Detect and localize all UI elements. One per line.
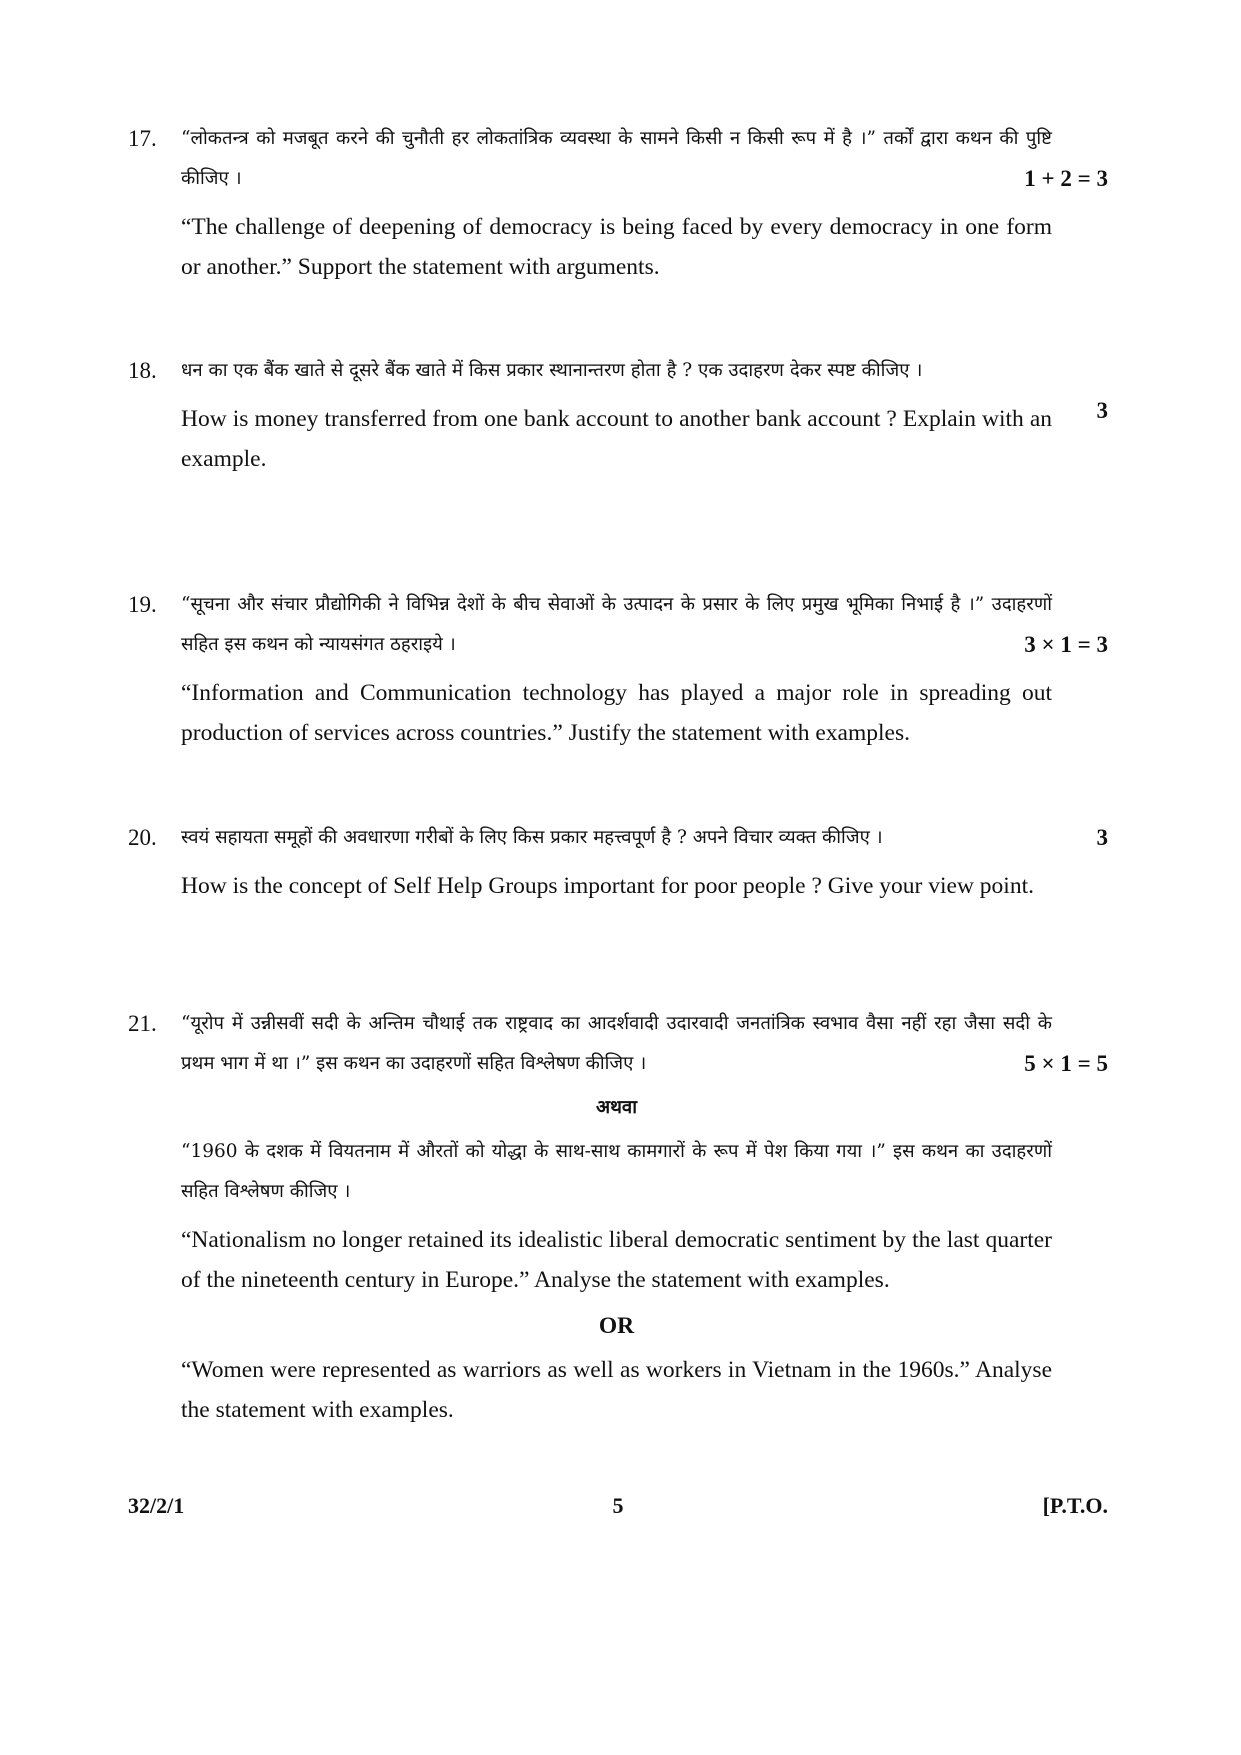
question-hindi-text: धन का एक बैंक खाते से दूसरे बैंक खाते में किस प्रकार स्थानान्तरण होता है ? एक उदाहरण देकर स्पष्ट कीजिए । [181, 360, 923, 381]
question-number: 17. [128, 126, 157, 151]
question-20 [128, 818, 1108, 906]
question-number: 19. [128, 592, 157, 617]
paper-code: 32/2/1 [128, 1493, 185, 1518]
or-hindi-label: अथवा [595, 1097, 638, 1118]
page-footer [128, 1488, 1108, 1524]
question-17 [128, 119, 1108, 287]
alternative-english-text: “Women were represented as warriors as well as workers in Vietnam in the 1960s.” Analyse the statement with examples. [181, 1357, 1052, 1423]
question-english-text: “Information and Communication technology has played a major role in spreading out production of services across countries.” Justify the statement with examples. [181, 680, 1052, 746]
question-hindi-text: “लोकतन्त्र को मजबूत करने की चुनौती हर लोकतांत्रिक व्यवस्था के सामने किसी न किसी रूप में है ।” तर्कों द्वारा कथन की पुष्टि कीजिए । [181, 128, 1052, 189]
marks-label: 3 × 1 = 3 [1024, 632, 1108, 657]
question-number: 18. [128, 358, 157, 383]
marks-label: 3 [1096, 825, 1108, 850]
page-number: 5 [612, 1493, 624, 1518]
question-hindi-text: “यूरोप में उन्नीसवीं सदी के अन्तिम चौथाई तक राष्ट्रवाद का आदर्शवादी उदारवादी जनतांत्रिक स्वभाव वैसा नहीं रहा जैसा सदी के प्रथम भाग में था ।” इस कथन का उदाहरणों सहित विश्लेषण कीजिए । [181, 1013, 1052, 1074]
please-turn-over: [P.T.O. [1042, 1493, 1108, 1518]
marks-label: 1 + 2 = 3 [1024, 166, 1108, 191]
question-english-text: How is the concept of Self Help Groups important for poor people ? Give your view point. [181, 873, 1034, 899]
question-number: 20. [128, 825, 157, 850]
question-number: 21. [128, 1011, 157, 1036]
or-english-label: OR [598, 1313, 635, 1339]
question-hindi-text: स्वयं सहायता समूहों की अवधारणा गरीबों के लिए किस प्रकार महत्त्वपूर्ण है ? अपने विचार व्यक्त कीजिए । [181, 827, 883, 848]
alternative-hindi-text: “1960 के दशक में वियतनाम में औरतों को योद्धा के साथ-साथ कामगारों के रूप में पेश किया गया ।” इस कथन का उदाहरणों सहित विश्लेषण कीजिए । [181, 1141, 1052, 1202]
marks-label: 5 × 1 = 5 [1024, 1051, 1108, 1076]
question-english-text: “Nationalism no longer retained its idealistic liberal democratic sentiment by the last quarter of the nineteenth century in Europe.” Analyse the statement with examples. [181, 1227, 1052, 1293]
question-english-text: “The challenge of deepening of democracy is being faced by every democracy in one form or another.” Support the statement with arguments. [181, 214, 1052, 280]
question-19 [128, 585, 1108, 753]
question-english-text: How is money transferred from one bank account to another bank account ? Explain with an example. [181, 406, 1052, 472]
question-18 [128, 351, 1108, 479]
question-21 [128, 1004, 1108, 1430]
marks-label: 3 [1096, 398, 1108, 423]
question-hindi-text: “सूचना और संचार प्रौद्योगिकी ने विभिन्न देशों के बीच सेवाओं के उत्पादन के प्रसार के लिए प्रमुख भूमिका निभाई है ।” उदाहरणों सहित इस कथन को न्यायसंगत ठहराइये । [181, 594, 1052, 655]
